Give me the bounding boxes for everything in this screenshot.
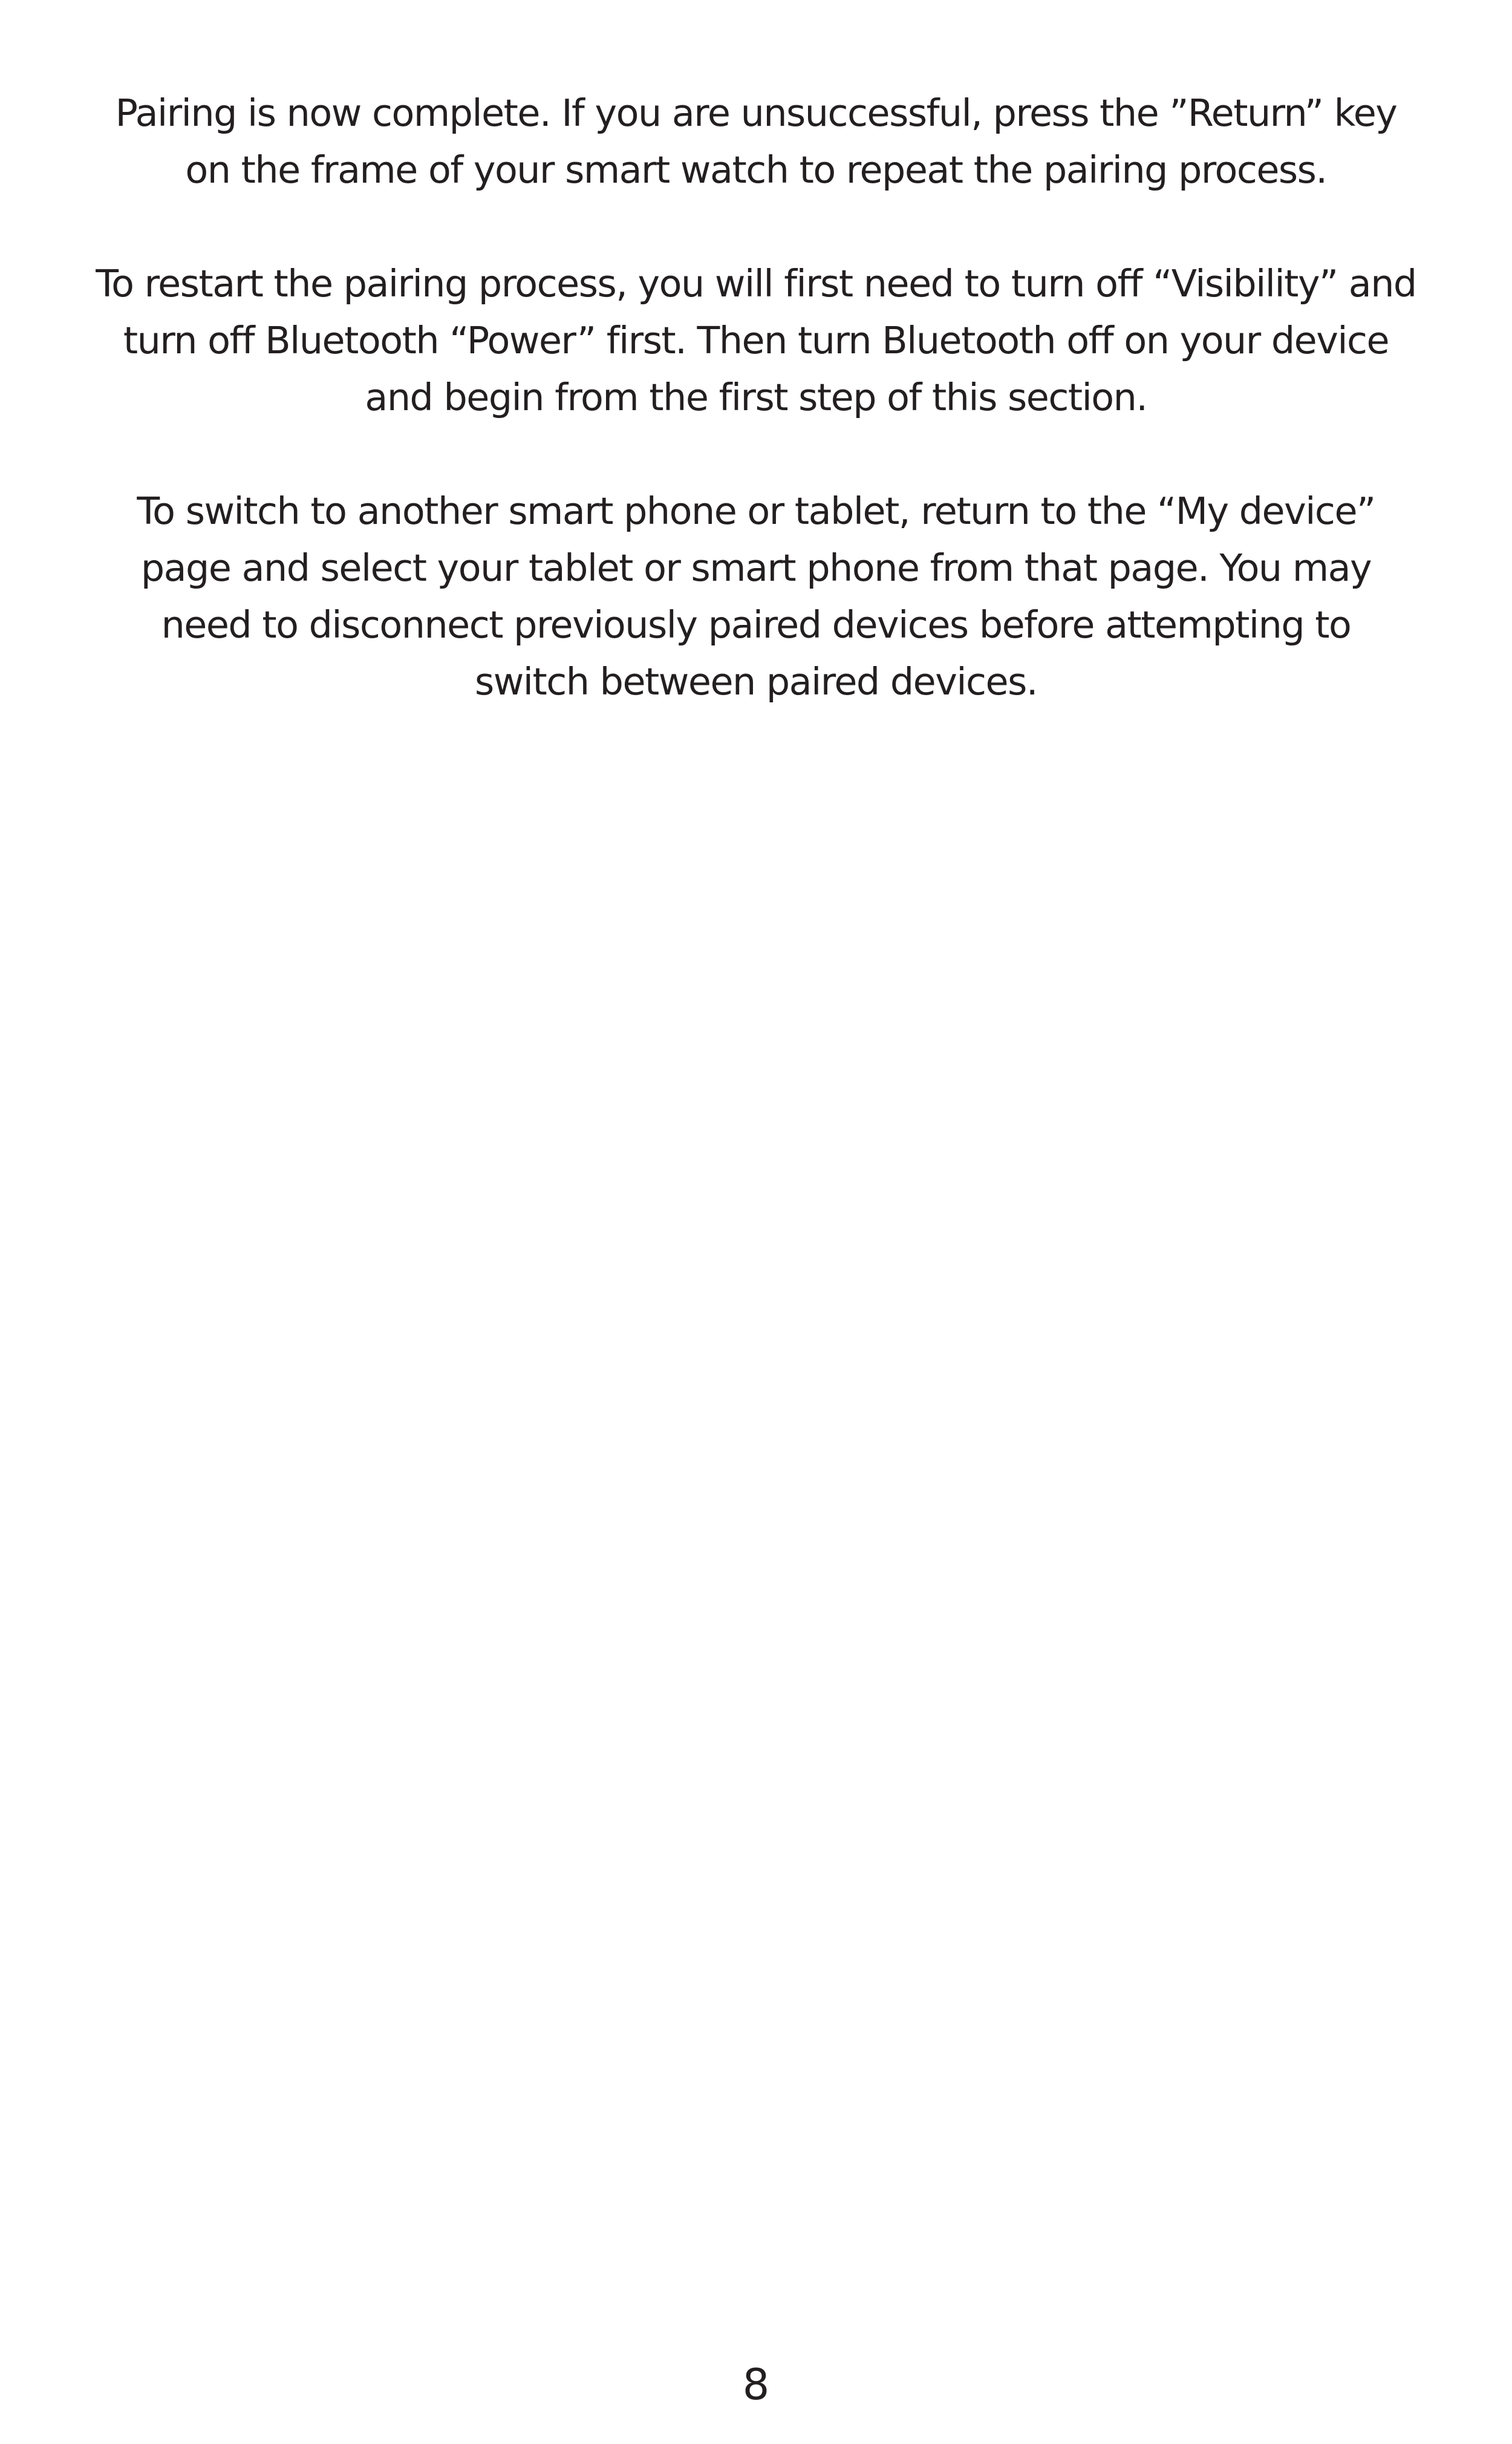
text-line: To restart the pairing process, you will first need to turn off “Visibility” and [96, 262, 1416, 306]
text-line: and begin from the first step of this section. [365, 376, 1147, 419]
paragraph-pairing-complete [85, 85, 1427, 198]
page-number: 8 [742, 2360, 770, 2410]
text-line: Pairing is now complete. If you are unsuccessful, press the ”Return” key [115, 91, 1397, 135]
page-body [85, 85, 1427, 767]
paragraph-switch-device [85, 483, 1427, 710]
text-line: on the frame of your smart watch to repeat the pairing process. [185, 148, 1327, 192]
text-line: need to disconnect previously paired devices before attempting to [161, 603, 1351, 647]
text-line: page and select your tablet or smart phone from that page. You may [140, 546, 1372, 590]
text-line: switch between paired devices. [474, 660, 1038, 704]
text-line: turn off Bluetooth “Power” first. Then turn Bluetooth off on your device [123, 319, 1389, 362]
text-line: To switch to another smart phone or tablet, return to the “My device” [137, 489, 1375, 533]
paragraph-restart-pairing [85, 255, 1427, 426]
